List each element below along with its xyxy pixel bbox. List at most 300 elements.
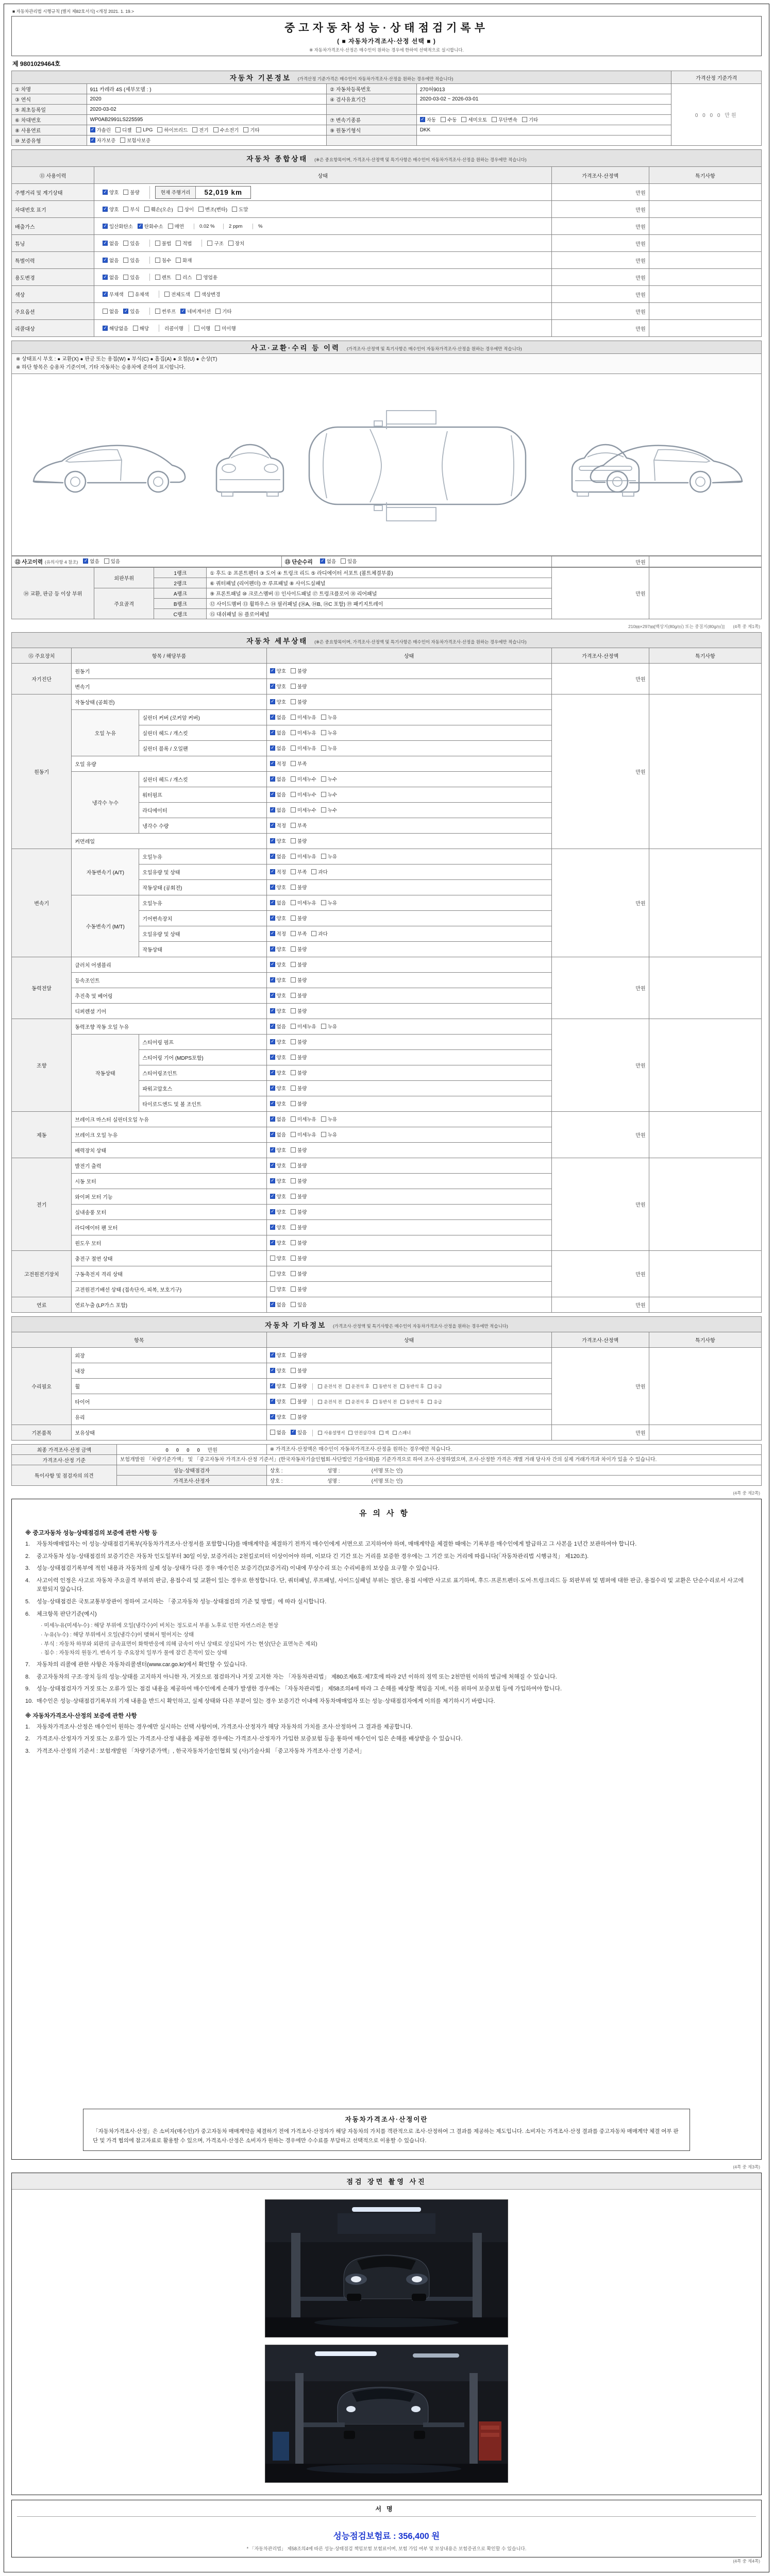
- checkbox[interactable]: [270, 1007, 286, 1014]
- inspection-photos-title: 점검 장면 촬영 사진: [12, 2173, 761, 2190]
- checkbox[interactable]: [123, 206, 139, 213]
- checkbox[interactable]: [270, 853, 286, 860]
- checkbox-label: 불량: [297, 1194, 307, 1200]
- overall-row: [12, 252, 762, 269]
- checkbox[interactable]: [428, 1399, 442, 1405]
- state-segment: [159, 291, 230, 298]
- item-name: 라디에이터 팬 모터: [72, 1220, 266, 1235]
- notice-item-text: 성능·상태점검은 국토교통부장관이 정하여 고시하는 「중고자동차 성능·상태점검의 기준 및 방법」에 따라 실시합니다.: [37, 1598, 327, 1605]
- checkbox-box: [196, 275, 201, 280]
- checkbox[interactable]: [270, 961, 286, 968]
- checkbox[interactable]: [103, 308, 119, 315]
- checkbox[interactable]: [311, 930, 327, 937]
- checkbox[interactable]: [291, 1100, 307, 1107]
- checkbox[interactable]: [291, 667, 307, 674]
- state-segment: [97, 240, 149, 247]
- checkbox[interactable]: [136, 127, 153, 133]
- state-cell: [266, 834, 551, 849]
- checkbox[interactable]: [291, 822, 307, 829]
- checkbox[interactable]: [103, 189, 119, 196]
- checkbox[interactable]: [291, 744, 316, 752]
- state-segment: 리콜이행: [159, 325, 189, 332]
- etc-header-state: 상태: [266, 1332, 551, 1348]
- checkbox[interactable]: [522, 116, 538, 123]
- checkbox[interactable]: [291, 760, 307, 767]
- checkbox[interactable]: [90, 126, 111, 133]
- checkbox[interactable]: [291, 899, 316, 906]
- checkbox-box: [232, 207, 237, 212]
- device-name: 원동기: [12, 694, 72, 849]
- checkbox[interactable]: [120, 137, 150, 144]
- checkbox[interactable]: [461, 116, 487, 123]
- checkbox[interactable]: [270, 992, 286, 999]
- checkbox-label: 없음: [276, 1117, 287, 1123]
- checkbox[interactable]: [270, 667, 286, 674]
- checkbox[interactable]: [270, 1100, 286, 1107]
- checkbox-label: 양호: [276, 1009, 287, 1014]
- checkbox[interactable]: [155, 257, 171, 264]
- state-cell: [266, 849, 551, 865]
- detail-condition-table: [11, 632, 762, 1313]
- checkbox[interactable]: [270, 1301, 286, 1308]
- checkbox[interactable]: [291, 714, 316, 721]
- checkbox[interactable]: [270, 1413, 286, 1420]
- divider: [312, 1399, 313, 1405]
- checkbox[interactable]: [155, 308, 176, 315]
- checkbox[interactable]: [103, 257, 119, 264]
- checkbox[interactable]: [168, 223, 184, 230]
- checkbox[interactable]: [228, 240, 244, 247]
- checkbox[interactable]: [291, 729, 316, 736]
- item-name: 유리: [72, 1410, 266, 1425]
- checkbox[interactable]: [291, 930, 307, 937]
- checkbox[interactable]: [291, 698, 307, 705]
- checkbox-box: [270, 838, 275, 843]
- checkbox[interactable]: [133, 325, 149, 332]
- checkbox[interactable]: [270, 744, 286, 752]
- checkbox[interactable]: [178, 206, 194, 213]
- checkbox[interactable]: [103, 223, 133, 230]
- checkbox[interactable]: [291, 853, 316, 860]
- checkbox-label: 적정: [276, 931, 287, 937]
- checkbox[interactable]: [291, 1054, 307, 1061]
- checkbox[interactable]: [270, 760, 286, 767]
- checkbox[interactable]: [346, 1399, 369, 1405]
- checkbox-box: [291, 931, 296, 936]
- checkbox[interactable]: [157, 126, 188, 133]
- checkbox[interactable]: [270, 1115, 286, 1123]
- checkbox[interactable]: [270, 1398, 286, 1405]
- state-cell: [266, 1112, 551, 1127]
- checkbox-label: 없음: [276, 1430, 287, 1436]
- state-cell: [266, 942, 551, 957]
- remark-cell: [649, 694, 761, 849]
- checkbox[interactable]: [291, 1398, 307, 1405]
- checkbox[interactable]: [348, 1430, 375, 1436]
- checkbox[interactable]: [207, 240, 223, 247]
- checkbox[interactable]: [400, 1383, 424, 1389]
- checkbox-label: 수동: [447, 117, 457, 123]
- checkbox[interactable]: [291, 1208, 307, 1215]
- checkbox[interactable]: [194, 325, 210, 332]
- checkbox[interactable]: [90, 137, 116, 144]
- checkbox[interactable]: [138, 223, 163, 230]
- checkbox[interactable]: [270, 729, 286, 736]
- checkbox[interactable]: [270, 1069, 286, 1076]
- checkbox[interactable]: [321, 1131, 337, 1138]
- checkbox[interactable]: [291, 1162, 307, 1169]
- checkbox[interactable]: [291, 1038, 307, 1045]
- usage-item-state: [94, 201, 552, 218]
- checkbox[interactable]: [321, 1023, 337, 1030]
- final-price-row: [12, 1445, 762, 1455]
- checkbox[interactable]: [123, 189, 139, 196]
- state-cell: [266, 1081, 551, 1096]
- checkbox[interactable]: [270, 1239, 286, 1246]
- checkbox[interactable]: [103, 206, 119, 213]
- opinion-label: 특이사항 및 점검자의 의견: [12, 1465, 117, 1486]
- state-cell: [266, 1035, 551, 1050]
- checkbox[interactable]: [420, 116, 436, 123]
- checkbox[interactable]: [195, 291, 221, 298]
- checkbox[interactable]: [321, 729, 337, 736]
- checkbox[interactable]: [291, 868, 307, 875]
- checkbox[interactable]: [318, 1383, 342, 1389]
- checkbox[interactable]: [321, 899, 337, 906]
- checkbox[interactable]: [291, 1023, 316, 1030]
- checkbox[interactable]: [270, 1382, 286, 1389]
- checkbox[interactable]: [373, 1383, 397, 1389]
- checkbox[interactable]: [270, 1351, 286, 1359]
- overall-row: [12, 218, 762, 235]
- checkbox-box: [270, 1070, 275, 1075]
- checkbox[interactable]: [291, 1351, 307, 1359]
- checkbox[interactable]: [270, 976, 286, 984]
- checkbox[interactable]: [270, 1270, 286, 1277]
- checkbox[interactable]: [318, 1430, 345, 1436]
- checkbox[interactable]: [270, 930, 286, 937]
- checkbox[interactable]: [291, 1429, 307, 1436]
- checkbox-label: 양호: [276, 1287, 287, 1293]
- checkbox[interactable]: [176, 274, 192, 281]
- checkbox[interactable]: [180, 308, 211, 315]
- checkbox[interactable]: [270, 1193, 286, 1200]
- checkbox[interactable]: [144, 206, 173, 213]
- checkbox[interactable]: [321, 775, 337, 783]
- checkbox[interactable]: [155, 240, 171, 247]
- checkbox[interactable]: [270, 714, 286, 721]
- checkbox[interactable]: [291, 1115, 316, 1123]
- checkbox[interactable]: [192, 126, 208, 133]
- checkbox[interactable]: [291, 791, 316, 798]
- etc-note: (가격조사·산정액 및 특기사항은 매수인이 자동차가격조사·산정을 원하는 경우에만 적습니다): [332, 1323, 508, 1329]
- checkbox[interactable]: [128, 291, 149, 298]
- checkbox[interactable]: [232, 206, 248, 213]
- state-segment: [97, 274, 149, 281]
- checkbox[interactable]: [123, 257, 139, 264]
- checkbox[interactable]: [373, 1399, 397, 1405]
- state-cell: [266, 1065, 551, 1081]
- checkbox[interactable]: [270, 1208, 286, 1215]
- checkbox[interactable]: [104, 557, 120, 565]
- checkbox[interactable]: [291, 1069, 307, 1076]
- checkbox-box: [123, 275, 128, 280]
- checkbox[interactable]: [155, 274, 171, 281]
- checkbox[interactable]: [321, 744, 337, 752]
- device-name: 기본품목: [12, 1425, 72, 1440]
- checkbox[interactable]: [291, 1255, 307, 1262]
- state-cell: [266, 818, 551, 834]
- checkbox-label: 불량: [297, 1225, 307, 1231]
- checkbox[interactable]: [270, 806, 286, 814]
- notice-item: [25, 1747, 748, 1756]
- checkbox[interactable]: [320, 557, 336, 565]
- checkbox[interactable]: [441, 116, 457, 123]
- divider: [312, 1383, 313, 1390]
- checkbox[interactable]: [83, 557, 99, 565]
- checkbox[interactable]: [321, 714, 337, 721]
- accident-title: 사고·교환·수리 등 이력: [251, 344, 341, 352]
- checkbox[interactable]: [213, 126, 239, 133]
- basic-label: [327, 135, 417, 146]
- checkbox-label: 적정: [276, 870, 287, 875]
- checkbox[interactable]: [103, 274, 119, 281]
- checkbox-box: [270, 1101, 275, 1106]
- checkbox[interactable]: [270, 791, 286, 798]
- checkbox[interactable]: [291, 806, 316, 814]
- checkbox[interactable]: [321, 1115, 337, 1123]
- checkbox-label: 누유: [327, 1117, 338, 1123]
- checkbox[interactable]: [321, 853, 337, 860]
- checkbox-label: 불량: [297, 916, 307, 922]
- checkbox-label: 양호: [276, 1256, 287, 1262]
- checkbox[interactable]: [291, 1131, 316, 1138]
- checkbox[interactable]: [492, 116, 517, 123]
- checkbox[interactable]: [291, 976, 307, 984]
- panel-rank: 2랭크: [154, 578, 207, 588]
- checkbox-box: [270, 1302, 275, 1307]
- checkbox-box: [155, 309, 160, 314]
- checkbox-box: [270, 1352, 275, 1358]
- checkbox[interactable]: [270, 1429, 286, 1436]
- price-cell: 만원: [551, 252, 649, 269]
- insurance-premium-line: [17, 2529, 756, 2541]
- checkbox-box: [311, 931, 316, 936]
- base-price-label: 가격산정 기준가격: [671, 71, 762, 84]
- checkbox[interactable]: [291, 992, 307, 999]
- checkbox[interactable]: [270, 1131, 286, 1138]
- checkbox[interactable]: [291, 945, 307, 953]
- checkbox[interactable]: [291, 837, 307, 844]
- checkbox-label: 일산화탄소: [109, 224, 133, 230]
- checkbox[interactable]: [270, 914, 286, 922]
- checkbox[interactable]: [176, 257, 192, 264]
- notice-item: [25, 1552, 748, 1562]
- checkbox-label: 불량: [297, 1101, 307, 1107]
- checkbox[interactable]: [291, 775, 316, 783]
- checkbox[interactable]: [270, 1084, 286, 1092]
- checkbox-box: [270, 807, 275, 812]
- checkbox[interactable]: [291, 1382, 307, 1389]
- checkbox[interactable]: [270, 837, 286, 844]
- checkbox[interactable]: [291, 914, 307, 922]
- checkbox-box: [270, 684, 275, 689]
- notice-item-number: 3.: [25, 1565, 30, 1572]
- basic-row: [12, 84, 762, 94]
- checkbox-box: [176, 241, 181, 246]
- checkbox[interactable]: [291, 961, 307, 968]
- checkbox[interactable]: [270, 1162, 286, 1169]
- checkbox-label: 자가보증: [96, 138, 116, 144]
- checkbox[interactable]: [196, 274, 217, 281]
- checkbox[interactable]: [270, 822, 286, 829]
- checkbox[interactable]: [103, 240, 119, 247]
- checkbox[interactable]: [270, 1146, 286, 1154]
- basic-value: [87, 125, 327, 135]
- checkbox-box: [321, 715, 326, 720]
- checkbox[interactable]: [215, 308, 231, 315]
- checkbox[interactable]: [318, 1399, 342, 1405]
- appraiser-signature-field[interactable]: 상호 : 성명 : (서명 또는 인): [266, 1476, 761, 1486]
- checkbox-label: 양호: [276, 962, 287, 968]
- checkbox[interactable]: [270, 1255, 286, 1262]
- accident-legend: [12, 354, 762, 374]
- checkbox[interactable]: [291, 1301, 307, 1308]
- checkbox-label: 없음: [276, 792, 287, 798]
- checkbox[interactable]: [321, 791, 337, 798]
- checkbox[interactable]: [243, 126, 259, 133]
- item-name: 스티어링조인트: [139, 1065, 266, 1081]
- checkbox[interactable]: [291, 1285, 307, 1293]
- checkbox[interactable]: [291, 1084, 307, 1092]
- checkbox-box: [270, 715, 275, 720]
- checkbox-label: 있음: [130, 241, 140, 247]
- checkbox[interactable]: [270, 1177, 286, 1184]
- checkbox[interactable]: [291, 1007, 307, 1014]
- checkbox[interactable]: [291, 1367, 307, 1374]
- checkbox[interactable]: [270, 868, 286, 875]
- price-cell: 만원: [551, 286, 649, 303]
- notice-item: [25, 1564, 748, 1573]
- checkbox[interactable]: [103, 291, 124, 298]
- checkbox-label: 운전석 후: [351, 1383, 369, 1389]
- checkbox[interactable]: [291, 884, 307, 891]
- checkbox-label: 미이행: [222, 326, 236, 332]
- checkbox[interactable]: [270, 1038, 286, 1045]
- checkbox[interactable]: [123, 274, 139, 281]
- checkbox[interactable]: [270, 1224, 286, 1231]
- checkbox[interactable]: [321, 806, 337, 814]
- checkbox[interactable]: [428, 1383, 442, 1389]
- checkbox-label: 양호: [276, 669, 287, 674]
- checkbox[interactable]: [291, 1146, 307, 1154]
- checkbox[interactable]: [311, 868, 327, 875]
- checkbox[interactable]: [270, 884, 286, 891]
- checkbox[interactable]: [215, 325, 236, 332]
- checkbox[interactable]: [291, 1239, 307, 1246]
- item-name: 외장: [72, 1348, 266, 1363]
- usage-item-state: [94, 184, 552, 201]
- checkbox[interactable]: [291, 1193, 307, 1200]
- checkbox[interactable]: [270, 1367, 286, 1374]
- checkbox[interactable]: [270, 899, 286, 906]
- checkbox-box: [311, 869, 316, 874]
- checkbox[interactable]: [270, 683, 286, 690]
- checkbox[interactable]: [176, 240, 192, 247]
- notice-sub-item: · 미세누유(미세누수) : 해당 부위에 오일(냉각수)이 비치는 정도로서 부품 노후로 인한 자연스러운 현상: [41, 1622, 279, 1629]
- notice-item-text: 자동차의 리콜에 관한 사항은 자동차리콜센터(www.car.go.kr)에서 확인할 수 있습니다.: [37, 1662, 247, 1668]
- checkbox-box: [346, 1384, 350, 1388]
- checkbox[interactable]: [393, 1430, 411, 1436]
- detail-title-row: [12, 633, 762, 648]
- checkbox[interactable]: [164, 291, 190, 298]
- checkbox[interactable]: [379, 1430, 389, 1436]
- checkbox[interactable]: [123, 308, 139, 315]
- checkbox[interactable]: [115, 126, 131, 133]
- inspector-signature-field[interactable]: 상호 : 성명 : (서명 또는 인): [266, 1465, 761, 1476]
- state-segment: [189, 325, 246, 332]
- checkbox-box: [213, 127, 219, 132]
- checkbox[interactable]: [270, 775, 286, 783]
- checkbox[interactable]: [198, 206, 227, 213]
- checkbox[interactable]: [270, 1023, 286, 1030]
- checkbox-label: 동반석 전: [378, 1399, 397, 1404]
- checkbox-box: [103, 190, 108, 195]
- checkbox[interactable]: [103, 325, 128, 332]
- checkbox[interactable]: [291, 1413, 307, 1420]
- checkbox[interactable]: [400, 1399, 424, 1405]
- accident-history-section: [11, 341, 762, 619]
- checkbox[interactable]: [291, 683, 307, 690]
- checkbox[interactable]: [123, 240, 139, 247]
- notice-item-text: 자동차가격조사·산정은 매수인이 원하는 경우에만 실시하는 선택 사항이며, 가격조사·산정자가 해당 자동차의 가치를 조사·산정하여 그 결과를 제공합니다.: [37, 1723, 413, 1730]
- remark-cell: [649, 1112, 761, 1158]
- remark-cell: [649, 201, 761, 218]
- checkbox[interactable]: [270, 698, 286, 705]
- checkbox[interactable]: [270, 1054, 286, 1061]
- price-cell: 만원: [551, 1251, 649, 1297]
- checkbox-label: 미세누유: [297, 1132, 316, 1138]
- checkbox[interactable]: [346, 1383, 369, 1389]
- checkbox[interactable]: [270, 945, 286, 953]
- checkbox-label: 구조: [214, 241, 224, 247]
- signature-area[interactable]: [17, 2517, 756, 2528]
- checkbox-label: 없음: [90, 559, 99, 565]
- checkbox-label: 불량: [297, 684, 307, 690]
- checkbox[interactable]: [291, 1177, 307, 1184]
- checkbox-box: [291, 807, 296, 812]
- document-subtitle-note: ※ 자동차가격조사·산정은 매수인이 원하는 경우에 한하여 선택적으로 실시합니다.: [309, 47, 464, 53]
- checkbox-box: [291, 668, 296, 673]
- detail-note: (※은 중요항목이며, 가격조사·산정액 및 특기사항은 매수인이 자동차가격조사·산정을 원하는 경우에만 적습니다): [314, 639, 527, 645]
- state-cell: [266, 1019, 551, 1035]
- checkbox-label: 불량: [297, 1368, 307, 1374]
- checkbox[interactable]: [291, 1270, 307, 1277]
- checkbox-label: 불량: [297, 839, 307, 844]
- item-name: 오일 유량: [72, 756, 266, 772]
- state-cell: [266, 1004, 551, 1019]
- checkbox[interactable]: [341, 557, 357, 565]
- checkbox[interactable]: [270, 1285, 286, 1293]
- checkbox-box: [195, 292, 200, 297]
- checkbox-label: 썬루프: [161, 309, 176, 315]
- item-name: 동력조향 작동 오일 누유: [72, 1019, 266, 1035]
- checkbox-box: [103, 275, 108, 280]
- checkbox-label: 양호: [276, 1272, 287, 1277]
- item-name: 작동상태 (공회전): [72, 694, 266, 710]
- insurance-footnote: * 「자동차관리법」 제58조의4에 따른 성능·상태점검 책임보험 보험료이며, 보험 가입 여부 및 보상내용은 보험증권으로 확인할 수 있습니다.: [246, 2546, 527, 2551]
- checkbox[interactable]: [291, 1224, 307, 1231]
